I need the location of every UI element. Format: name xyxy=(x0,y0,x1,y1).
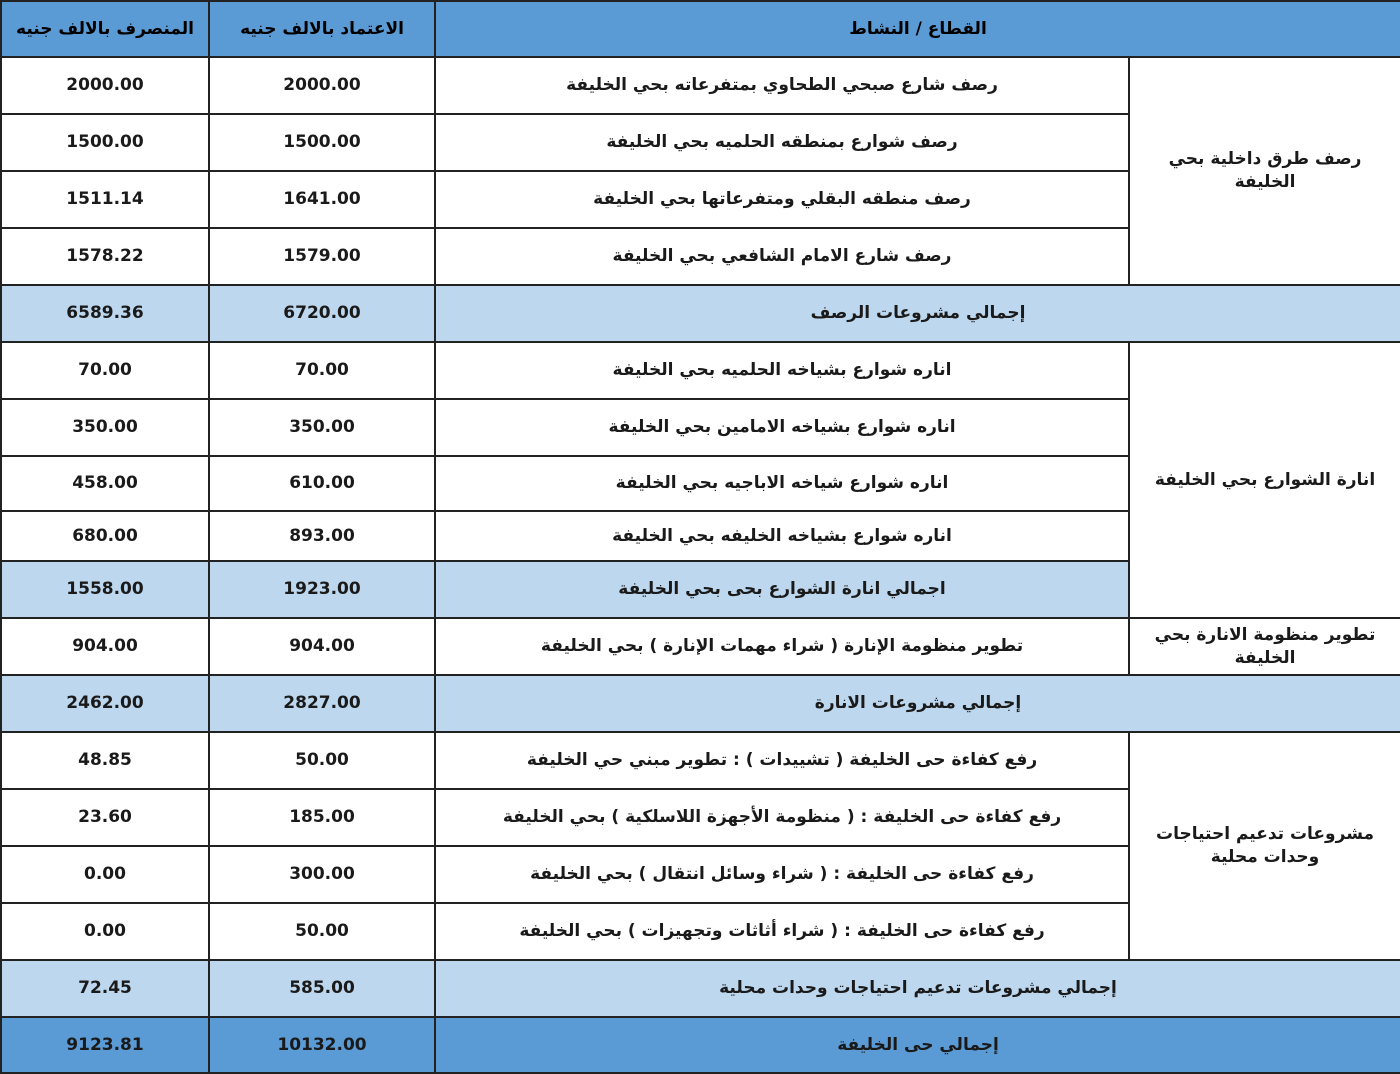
activity-cell: رفع كفاءة حى الخليفة ( تشييدات ) : تطوير مبني حي الخليفة xyxy=(435,732,1129,789)
spent-cell: 48.85 xyxy=(1,732,209,789)
allocation-cell: 70.00 xyxy=(209,342,435,399)
allocation-cell: 585.00 xyxy=(209,960,435,1017)
activity-cell: رصف منطقه البقلي ومتفرعاتها بحي الخليفة xyxy=(435,171,1129,228)
allocation-cell: 2000.00 xyxy=(209,57,435,114)
header-sector-activity: القطاع / النشاط xyxy=(435,1,1400,57)
allocation-cell: 893.00 xyxy=(209,511,435,561)
spent-cell: 0.00 xyxy=(1,903,209,960)
grand-total-label: إجمالي حى الخليفة xyxy=(435,1017,1400,1073)
allocation-cell: 350.00 xyxy=(209,399,435,456)
allocation-cell: 1641.00 xyxy=(209,171,435,228)
table-row xyxy=(1,732,1400,789)
spent-cell: 9123.81 xyxy=(1,1017,209,1073)
activity-cell: تطوير منظومة الإنارة ( شراء مهمات الإنارة ) بحي الخليفة xyxy=(435,618,1129,675)
spent-cell: 458.00 xyxy=(1,456,209,511)
activity-cell: رصف شارع صبحي الطحاوي بمتفرعاته بحي الخليفة xyxy=(435,57,1129,114)
group-label-lighting-dev: تطوير منظومة الانارة بحي الخليفة xyxy=(1129,618,1400,675)
activity-cell: رفع كفاءة حى الخليفة : ( منظومة الأجهزة اللاسلكية ) بحي الخليفة xyxy=(435,789,1129,846)
header-row xyxy=(1,1,1400,57)
allocation-cell: 185.00 xyxy=(209,789,435,846)
activity-cell: اناره شوارع بشياخه الامامين بحي الخليفة xyxy=(435,399,1129,456)
header-spent: المنصرف بالالف جنيه xyxy=(1,1,209,57)
subtotal-label: اجمالي انارة الشوارع بحى بحي الخليفة xyxy=(435,561,1129,618)
spent-cell: 1578.22 xyxy=(1,228,209,285)
spent-cell: 350.00 xyxy=(1,399,209,456)
spent-cell: 680.00 xyxy=(1,511,209,561)
grand-total-row xyxy=(1,1017,1400,1073)
activity-cell: اناره شوارع شياخه الاباجيه بحي الخليفة xyxy=(435,456,1129,511)
group-label-lighting: انارة الشوارع بحي الخليفة xyxy=(1129,342,1400,618)
allocation-cell: 300.00 xyxy=(209,846,435,903)
activity-cell: رفع كفاءة حى الخليفة : ( شراء أثاثات وتجهيزات ) بحي الخليفة xyxy=(435,903,1129,960)
subtotal-row-paving xyxy=(1,285,1400,342)
subtotal-label: إجمالي مشروعات تدعيم احتياجات وحدات محلية xyxy=(435,960,1400,1017)
activity-cell: رصف شارع الامام الشافعي بحي الخليفة xyxy=(435,228,1129,285)
allocation-cell: 1923.00 xyxy=(209,561,435,618)
spent-cell: 904.00 xyxy=(1,618,209,675)
spent-cell: 1511.14 xyxy=(1,171,209,228)
activity-cell: اناره شوارع بشياخه الحلميه بحي الخليفة xyxy=(435,342,1129,399)
spent-cell: 1500.00 xyxy=(1,114,209,171)
allocation-cell: 1579.00 xyxy=(209,228,435,285)
spent-cell: 2462.00 xyxy=(1,675,209,732)
spent-cell: 0.00 xyxy=(1,846,209,903)
subtotal-label: إجمالي مشروعات الرصف xyxy=(435,285,1400,342)
activity-cell: اناره شوارع بشياخه الخليفه بحي الخليفة xyxy=(435,511,1129,561)
table-row xyxy=(1,618,1400,675)
activity-cell: رصف شوارع بمنطقه الحلميه بحي الخليفة xyxy=(435,114,1129,171)
allocation-cell: 610.00 xyxy=(209,456,435,511)
spent-cell: 1558.00 xyxy=(1,561,209,618)
spent-cell: 6589.36 xyxy=(1,285,209,342)
spent-cell: 72.45 xyxy=(1,960,209,1017)
group-label-local-units: مشروعات تدعيم احتياجات وحدات محلية xyxy=(1129,732,1400,960)
allocation-cell: 50.00 xyxy=(209,732,435,789)
subtotal-row-lighting-total xyxy=(1,675,1400,732)
spent-cell: 2000.00 xyxy=(1,57,209,114)
table-row xyxy=(1,57,1400,114)
allocation-cell: 50.00 xyxy=(209,903,435,960)
subtotal-row-local-units xyxy=(1,960,1400,1017)
subtotal-label: إجمالي مشروعات الانارة xyxy=(435,675,1400,732)
allocation-cell: 1500.00 xyxy=(209,114,435,171)
activity-cell: رفع كفاءة حى الخليفة : ( شراء وسائل انتقال ) بحي الخليفة xyxy=(435,846,1129,903)
table-row xyxy=(1,342,1400,399)
allocation-cell: 10132.00 xyxy=(209,1017,435,1073)
group-label-paving: رصف طرق داخلية بحي الخليفة xyxy=(1129,57,1400,285)
header-allocation: الاعتماد بالالف جنيه xyxy=(209,1,435,57)
spent-cell: 70.00 xyxy=(1,342,209,399)
allocation-cell: 904.00 xyxy=(209,618,435,675)
spent-cell: 23.60 xyxy=(1,789,209,846)
allocation-cell: 2827.00 xyxy=(209,675,435,732)
allocation-cell: 6720.00 xyxy=(209,285,435,342)
